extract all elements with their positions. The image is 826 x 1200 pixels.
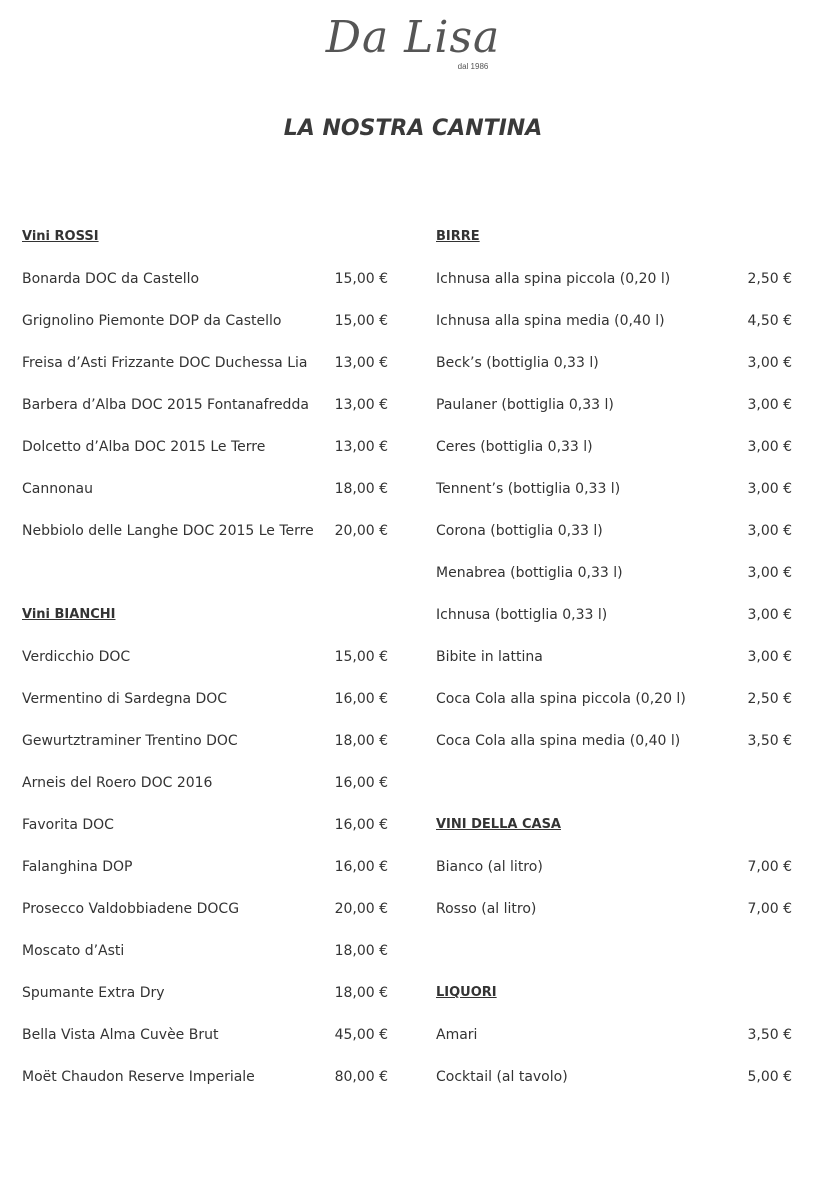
item-price: 3,50 € (747, 1027, 792, 1043)
section-heading-rossi: Vini ROSSI (22, 229, 99, 244)
item-price: 2,50 € (747, 271, 792, 287)
item-name: Freisa d’Asti Frizzante DOC Duchessa Lia (22, 355, 308, 371)
menu-item (436, 468, 792, 510)
menu-item (436, 510, 792, 552)
item-name: Coca Cola alla spina media (0,40 l) (436, 733, 681, 749)
item-price: 3,00 € (747, 649, 792, 665)
item-price: 15,00 € (334, 649, 388, 665)
menu-item (22, 636, 388, 678)
logo (0, 10, 826, 71)
item-price: 15,00 € (334, 313, 388, 329)
menu-item (436, 426, 792, 468)
section-heading-casa: VINI DELLA CASA (436, 817, 561, 832)
menu-item (436, 1014, 792, 1056)
menu-item (436, 594, 792, 636)
item-name: Amari (436, 1027, 478, 1043)
item-price: 16,00 € (334, 775, 388, 791)
menu-item (22, 888, 388, 930)
menu-item (436, 720, 792, 762)
item-price: 15,00 € (334, 271, 388, 287)
item-price: 3,00 € (747, 523, 792, 539)
item-name: Beck’s (bottiglia 0,33 l) (436, 355, 599, 371)
item-price: 7,00 € (747, 901, 792, 917)
menu-item (436, 888, 792, 930)
item-name: Dolcetto d’Alba DOC 2015 Le Terre (22, 439, 266, 455)
item-name: Cannonau (22, 481, 93, 497)
item-name: Bianco (al litro) (436, 859, 543, 875)
item-name: Rosso (al litro) (436, 901, 537, 917)
item-price: 16,00 € (334, 817, 388, 833)
item-name: Vermentino di Sardegna DOC (22, 691, 228, 707)
menu-item (22, 342, 388, 384)
menu-item (22, 468, 388, 510)
menu-item (22, 510, 388, 552)
spacer (436, 762, 792, 804)
item-price: 18,00 € (334, 943, 388, 959)
menu-item (22, 972, 388, 1014)
item-price: 13,00 € (334, 355, 388, 371)
item-name: Moët Chaudon Reserve Imperiale (22, 1069, 255, 1085)
item-price: 13,00 € (334, 439, 388, 455)
item-price: 3,00 € (747, 355, 792, 371)
logo-since: dal 1986 (457, 62, 489, 71)
item-name: Arneis del Roero DOC 2016 (22, 775, 213, 791)
item-name: Prosecco Valdobbiadene DOCG (22, 901, 240, 917)
item-name: Favorita DOC (22, 817, 114, 833)
item-name: Tennent’s (bottiglia 0,33 l) (436, 481, 621, 497)
item-price: 20,00 € (334, 523, 388, 539)
item-price: 5,00 € (747, 1069, 792, 1085)
item-name: Verdicchio DOC (22, 649, 131, 665)
item-name: Menabrea (bottiglia 0,33 l) (436, 565, 623, 581)
menu-item (436, 552, 792, 594)
menu-item (22, 678, 388, 720)
menu-item (22, 930, 388, 972)
item-name: Corona (bottiglia 0,33 l) (436, 523, 603, 539)
item-price: 3,00 € (747, 481, 792, 497)
item-name: Gewurtztraminer Trentino DOC (22, 733, 238, 749)
item-name: Falanghina DOP (22, 859, 133, 875)
item-price: 18,00 € (334, 481, 388, 497)
logo-name: Da Lisa (325, 12, 501, 63)
menu-item (436, 678, 792, 720)
menu-item (22, 426, 388, 468)
menu-item (436, 846, 792, 888)
left-column (22, 216, 388, 1098)
menu-item (22, 1056, 388, 1098)
menu-item (22, 846, 388, 888)
item-name: Coca Cola alla spina piccola (0,20 l) (436, 691, 686, 707)
item-price: 18,00 € (334, 733, 388, 749)
item-price: 16,00 € (334, 859, 388, 875)
section-heading-birre: BIRRE (436, 229, 480, 244)
item-price: 2,50 € (747, 691, 792, 707)
item-price: 3,00 € (747, 565, 792, 581)
item-name: Nebbiolo delle Langhe DOC 2015 Le Terre (22, 523, 314, 539)
menu-item (436, 258, 792, 300)
spacer (436, 930, 792, 972)
item-price: 4,50 € (747, 313, 792, 329)
item-name: Ichnusa alla spina media (0,40 l) (436, 313, 665, 329)
menu-item (22, 804, 388, 846)
item-price: 20,00 € (334, 901, 388, 917)
page-title: LA NOSTRA CANTINA (283, 116, 543, 141)
section-heading-liquori: LIQUORI (436, 985, 497, 1000)
menu-item (436, 636, 792, 678)
item-price: 3,00 € (747, 607, 792, 623)
item-price: 13,00 € (334, 397, 388, 413)
item-name: Paulaner (bottiglia 0,33 l) (436, 397, 614, 413)
item-price: 45,00 € (334, 1027, 388, 1043)
item-name: Barbera d’Alba DOC 2015 Fontanafredda (22, 397, 309, 413)
item-price: 3,00 € (747, 439, 792, 455)
menu-item (22, 720, 388, 762)
item-price: 80,00 € (334, 1069, 388, 1085)
item-name: Cocktail (al tavolo) (436, 1069, 568, 1085)
item-name: Moscato d’Asti (22, 943, 125, 959)
item-price: 3,50 € (747, 733, 792, 749)
item-name: Ichnusa alla spina piccola (0,20 l) (436, 271, 671, 287)
menu-item (436, 1056, 792, 1098)
item-price: 7,00 € (747, 859, 792, 875)
menu-item (22, 762, 388, 804)
item-name: Bella Vista Alma Cuvèe Brut (22, 1027, 219, 1043)
menu-item (22, 258, 388, 300)
menu-item (436, 342, 792, 384)
section-heading-bianchi: Vini BIANCHI (22, 607, 116, 622)
item-name: Spumante Extra Dry (22, 985, 165, 1001)
item-name: Grignolino Piemonte DOP da Castello (22, 313, 282, 329)
item-name: Ceres (bottiglia 0,33 l) (436, 439, 593, 455)
item-name: Ichnusa (bottiglia 0,33 l) (436, 607, 608, 623)
item-price: 3,00 € (747, 397, 792, 413)
menu-item (22, 384, 388, 426)
right-column (436, 216, 792, 1098)
item-price: 16,00 € (334, 691, 388, 707)
item-name: Bibite in lattina (436, 649, 543, 665)
menu-item (436, 300, 792, 342)
menu-item (22, 1014, 388, 1056)
item-price: 18,00 € (334, 985, 388, 1001)
spacer (22, 552, 388, 594)
menu-item (22, 300, 388, 342)
menu-item (436, 384, 792, 426)
item-name: Bonarda DOC da Castello (22, 271, 200, 287)
